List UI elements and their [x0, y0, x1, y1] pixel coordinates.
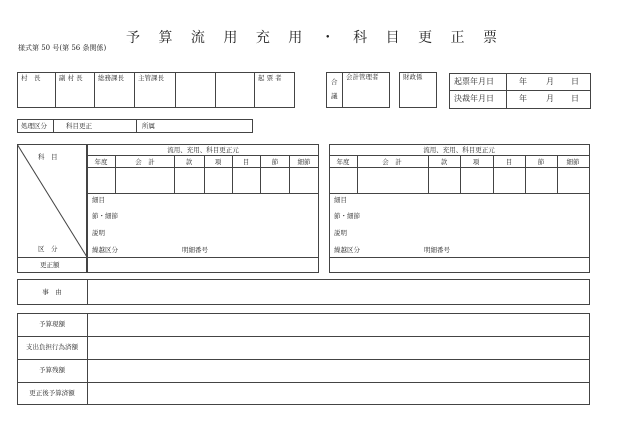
finance-staff-label: 財政係 — [403, 73, 423, 81]
approver-general-affairs-chief: 総務課長 — [98, 74, 124, 82]
approver-deputy-mayor: 副 村 長 — [59, 74, 83, 82]
approver-mayor: 村 長 — [21, 74, 41, 82]
form-page: 様式第 50 号(第 56 条関係) 予 算 流 用 充 用 ・ 科 目 更 正 票 村 長 副 村 長 総務課長 主管課長 起 票 者 合 議 会計管理者 財政係 起票年月日 年 月 日 決裁年月日 年 月 日 処理区分 科目更正 所属 科 目 区 分 更正額 流用、充用、科目更正元 年度 会 計 款 項 目 節 細節 細目 節・細節 説明 繰越区分 明細番号 流用、充用、科目更正元 年度 会 計 款 項 目 節 細節 細目 節・細節 説明 繰越区分 明細番号 事 由 予算現額 支出負担行為済額 予算残額 更正後予算済額 — [0, 0, 630, 440]
approver-drafter: 起 票 者 — [258, 74, 282, 82]
budget-remaining-label: 予算残額 — [39, 366, 65, 374]
budget-current-label: 予算現額 — [39, 320, 65, 328]
draft-date-label: 起票年月日 — [454, 77, 494, 86]
kubun-label: 区 分 — [38, 245, 58, 253]
gokei-label: 合 — [331, 78, 338, 86]
kamoku-label: 科 目 — [38, 153, 58, 161]
approver-section-chief: 主管課長 — [138, 74, 164, 82]
form-title: 予 算 流 用 充 用 ・ 科 目 更 正 票 — [126, 30, 504, 46]
reason-label: 事 由 — [42, 288, 62, 296]
gi-label: 議 — [331, 92, 338, 100]
decision-date-label: 決裁年月日 — [454, 94, 494, 103]
affiliation-label: 所属 — [142, 122, 155, 130]
processing-value: 科目更正 — [66, 122, 92, 130]
left-table-header: 流用、充用、科目更正元 — [167, 146, 239, 154]
correction-amount-label: 更正額 — [40, 261, 60, 269]
budget-after-correction-label: 更正後予算済額 — [29, 389, 75, 397]
budget-committed-label: 支出負担行為済額 — [26, 343, 78, 351]
right-table-header: 流用、充用、科目更正元 — [423, 146, 495, 154]
accounting-manager-label: 会計管理者 — [346, 73, 379, 81]
form-number: 様式第 50 号(第 56 条関係) — [18, 44, 107, 52]
processing-label: 処理区分 — [21, 122, 47, 130]
